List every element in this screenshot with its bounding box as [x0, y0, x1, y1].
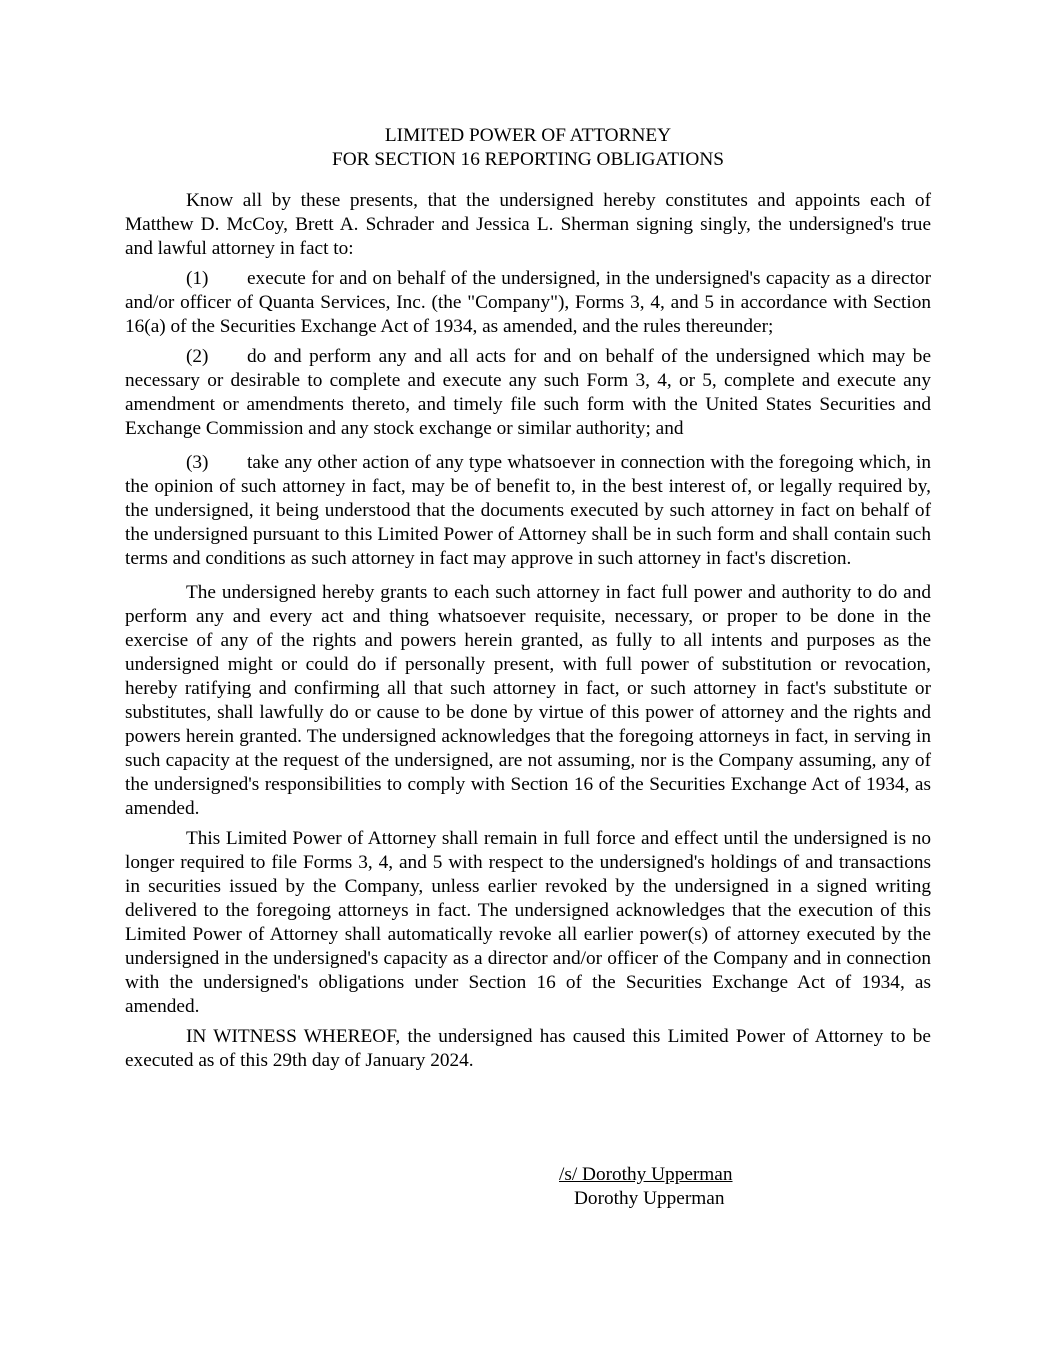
duration-paragraph: This Limited Power of Attorney shall remain in full force and effect until the undersigned is no longer required to file Forms 3, 4, and 5 with respect to the undersigned's holdings of and transactions in securities issued by the Company, unless earlier revoked by the undersigned in a signed writing delivered to the foregoing attorneys in fact. The undersigned acknowledges that the execution of this Limited Power of Attorney shall automatically revoke all earlier power(s) of attorney executed by the undersigned in the undersigned's capacity as a director and/or officer of the Company and in connection with the undersigned's obligations under Section 16 of the Securities Exchange Act of 1934, as amended.	[125, 828, 931, 1017]
item-text: execute for and on behalf of the undersigned, in the undersigned's capacity as a director and/or officer of Quanta Services, Inc. (the "Company"), Forms 3, 4, and 5 in accordance with Section 16(a) of the Securities Exchange Act of 1934, as amended, and the rules thereunder;	[125, 268, 931, 337]
signature-line: /s/ Dorothy Upperman	[559, 1164, 733, 1185]
item-number: (1)	[186, 268, 209, 289]
title-line-2: FOR SECTION 16 REPORTING OBLIGATIONS	[332, 149, 724, 170]
document-body	[125, 124, 931, 1083]
item-text: take any other action of any type whatsoever in connection with the foregoing which, in the opinion of such attorney in fact, may be of benefit to, in the best interest of, or legally required by, the undersigned, it being understood that the documents executed by such attorney in fact on behalf of the undersigned pursuant to this Limited Power of Attorney shall be in such form and shall contain such terms and conditions as such attorney in fact may approve in such attorney in fact's discretion.	[125, 452, 931, 569]
item-number: (3)	[186, 452, 209, 473]
document-title	[125, 124, 931, 172]
signer-printed-name: Dorothy Upperman	[574, 1188, 725, 1209]
numbered-item-2	[125, 345, 931, 441]
intro-paragraph: Know all by these presents, that the undersigned hereby constitutes and appoints each of Matthew D. McCoy, Brett A. Schrader and Jessica L. Sherman signing singly, the undersigned's true and lawful attorney in fact to:	[125, 190, 931, 259]
numbered-item-1	[125, 267, 931, 339]
item-text: do and perform any and all acts for and on behalf of the undersigned which may be necessary or desirable to complete and execute any such Form 3, 4, or 5, complete and execute any amendment or amendments thereto, and timely file such form with the United States Securities and Exchange Commission and any stock exchange or similar authority; and	[125, 346, 931, 439]
numbered-item-3	[125, 451, 931, 571]
grant-paragraph: The undersigned hereby grants to each such attorney in fact full power and authority to do and perform any and every act and thing whatsoever requisite, necessary, or proper to be done in the exercise of any of the rights and powers herein granted, as fully to all intents and purposes as the undersigned might or could do if personally present, with full power of substitution or revocation, hereby ratifying and confirming all that such attorney in fact, or such attorney in fact's substitute or substitutes, shall lawfully do or cause to be done by virtue of this power of attorney and the rights and powers herein granted. The undersigned acknowledges that the foregoing attorneys in fact, in serving in such capacity at the request of the undersigned, are not assuming, nor is the Company assuming, any of the undersigned's responsibilities to comply with Section 16 of the Securities Exchange Act of 1934, as amended.	[125, 582, 931, 819]
signature-block	[559, 1163, 733, 1211]
witness-paragraph: IN WITNESS WHEREOF, the undersigned has caused this Limited Power of Attorney to be executed as of this 29th day of January 2024.	[125, 1026, 931, 1071]
item-number: (2)	[186, 346, 209, 367]
title-line-1: LIMITED POWER OF ATTORNEY	[384, 125, 672, 146]
